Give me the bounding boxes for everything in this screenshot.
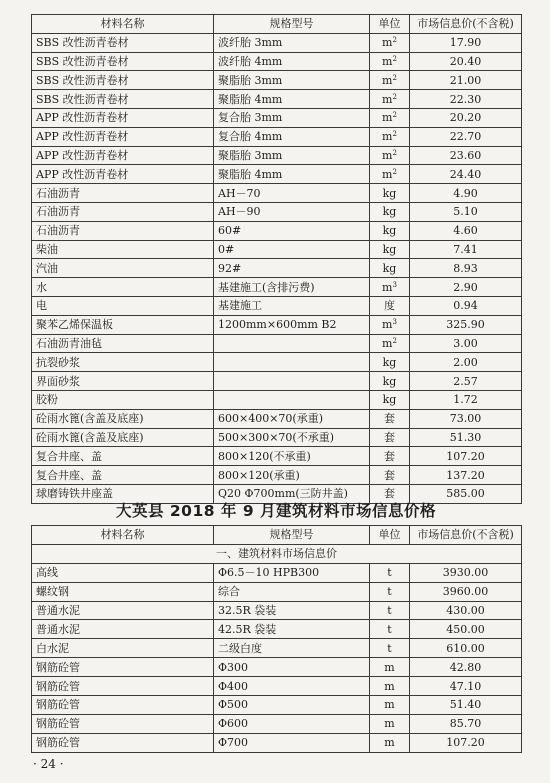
cell-unit <box>370 601 410 620</box>
cell-material-name: 钢筋砼管 <box>32 696 214 715</box>
unit-symbol: 套 <box>384 412 395 426</box>
cell-material-name: 石油沥青 <box>32 221 214 240</box>
cell-market-price: 51.30 <box>410 428 522 447</box>
table-row <box>32 447 522 466</box>
cell-market-price: 22.30 <box>410 90 522 109</box>
table-row <box>32 714 522 733</box>
cell-spec-model: 波纤胎 4mm <box>214 52 370 71</box>
table-row <box>32 315 522 334</box>
cell-spec-model: 800×120(承重) <box>214 466 370 485</box>
cell-unit <box>370 390 410 409</box>
unit-symbol: t <box>387 604 392 617</box>
cell-material-name: 抗裂砂浆 <box>32 353 214 372</box>
header-material-name: 材料名称 <box>32 15 214 34</box>
cell-material-name: APP 改性沥青卷材 <box>32 146 214 165</box>
cell-unit <box>370 447 410 466</box>
price-table-september-body <box>32 526 522 753</box>
table-row <box>32 259 522 278</box>
price-table-continued <box>31 14 522 504</box>
cell-spec-model: 基建施工(含排污费) <box>214 278 370 297</box>
cell-market-price: 325.90 <box>410 315 522 334</box>
cell-material-name: 聚苯乙烯保温板 <box>32 315 214 334</box>
table-row <box>32 733 522 752</box>
cell-market-price: 0.94 <box>410 296 522 315</box>
cell-market-price: 585.00 <box>410 484 522 503</box>
cell-spec-model: 600×400×70(承重) <box>214 409 370 428</box>
cell-material-name: 复合井座、盖 <box>32 447 214 466</box>
cell-unit <box>370 677 410 696</box>
cell-market-price: 21.00 <box>410 71 522 90</box>
cell-material-name: 汽油 <box>32 259 214 278</box>
cell-material-name: 钢筋砼管 <box>32 658 214 677</box>
cell-material-name: 界面砂浆 <box>32 372 214 391</box>
unit-symbol: m <box>382 130 393 144</box>
cell-spec-model: Q20 Φ700mm(三防井盖) <box>214 484 370 503</box>
cell-material-name: APP 改性沥青卷材 <box>32 165 214 184</box>
table-row <box>32 71 522 90</box>
cell-unit <box>370 240 410 259</box>
header-spec-model: 规格型号 <box>214 526 370 545</box>
table-row <box>32 390 522 409</box>
cell-spec-model: 42.5R 袋装 <box>214 620 370 639</box>
unit-symbol: t <box>387 585 392 599</box>
cell-spec-model: 复合胎 3mm <box>214 108 370 127</box>
cell-unit <box>370 696 410 715</box>
unit-symbol: m <box>384 660 395 674</box>
unit-symbol: kg <box>382 393 397 407</box>
price-table-continued-body <box>32 15 522 504</box>
cell-spec-model: 0# <box>214 240 370 259</box>
cell-spec-model: 92# <box>214 259 370 278</box>
cell-unit <box>370 165 410 184</box>
section-row <box>32 544 522 563</box>
table-header-row <box>32 526 522 545</box>
table-row <box>32 127 522 146</box>
cell-spec-model: 500×300×70(不承重) <box>214 428 370 447</box>
cell-material-name: 普通水泥 <box>32 620 214 639</box>
unit-symbol: 套 <box>384 487 395 501</box>
cell-market-price: 107.20 <box>410 733 522 752</box>
unit-symbol: kg <box>382 261 397 275</box>
cell-spec-model <box>214 390 370 409</box>
table-row <box>32 90 522 109</box>
cell-unit <box>370 296 410 315</box>
cell-market-price: 51.40 <box>410 696 522 715</box>
cell-spec-model: Φ500 <box>214 696 370 715</box>
table-row <box>32 620 522 639</box>
table-row <box>32 409 522 428</box>
cell-material-name: APP 改性沥青卷材 <box>32 127 214 146</box>
unit-symbol: m <box>382 73 393 87</box>
cell-market-price: 1.72 <box>410 390 522 409</box>
cell-material-name: 柴油 <box>32 240 214 259</box>
cell-spec-model: Φ300 <box>214 658 370 677</box>
header-market-price: 市场信息价(不含税) <box>410 15 522 34</box>
cell-market-price: 3930.00 <box>410 563 522 582</box>
cell-spec-model: 1200mm×600mm B2 <box>214 315 370 334</box>
cell-market-price: 20.40 <box>410 52 522 71</box>
unit-exponent: 2 <box>392 54 397 63</box>
unit-symbol: 度 <box>384 299 395 313</box>
cell-unit <box>370 372 410 391</box>
cell-unit <box>370 582 410 601</box>
cell-spec-model: 二级白度 <box>214 639 370 658</box>
cell-spec-model <box>214 334 370 353</box>
header-unit: 单位 <box>370 526 410 545</box>
cell-unit <box>370 221 410 240</box>
table-row <box>32 696 522 715</box>
unit-exponent: 2 <box>392 130 397 139</box>
table-row <box>32 221 522 240</box>
cell-unit <box>370 733 410 752</box>
cell-unit <box>370 428 410 447</box>
cell-spec-model: Φ600 <box>214 714 370 733</box>
unit-symbol: 套 <box>384 449 395 463</box>
cell-material-name: SBS 改性沥青卷材 <box>32 52 214 71</box>
table-row <box>32 202 522 221</box>
cell-market-price: 430.00 <box>410 601 522 620</box>
cell-market-price: 22.70 <box>410 127 522 146</box>
cell-unit <box>370 52 410 71</box>
cell-spec-model: 聚脂胎 3mm <box>214 146 370 165</box>
price-table-september <box>31 525 522 753</box>
cell-material-name: 石油沥青 <box>32 184 214 203</box>
cell-unit <box>370 127 410 146</box>
cell-material-name: 电 <box>32 296 214 315</box>
cell-unit <box>370 202 410 221</box>
cell-material-name: SBS 改性沥青卷材 <box>32 90 214 109</box>
cell-spec-model: 综合 <box>214 582 370 601</box>
unit-symbol: m <box>382 111 393 125</box>
cell-material-name: 高线 <box>32 563 214 582</box>
cell-market-price: 2.90 <box>410 278 522 297</box>
table-row <box>32 677 522 696</box>
cell-spec-model: 800×120(不承重) <box>214 447 370 466</box>
cell-spec-model: 聚脂胎 4mm <box>214 165 370 184</box>
cell-unit <box>370 259 410 278</box>
cell-market-price: 23.60 <box>410 146 522 165</box>
table-row <box>32 278 522 297</box>
cell-material-name: 钢筋砼管 <box>32 677 214 696</box>
cell-spec-model: Φ700 <box>214 733 370 752</box>
table-header-row <box>32 15 522 34</box>
unit-symbol: m <box>382 54 393 68</box>
cell-unit <box>370 90 410 109</box>
table-row <box>32 563 522 582</box>
cell-spec-model: 复合胎 4mm <box>214 127 370 146</box>
cell-unit <box>370 33 410 52</box>
unit-symbol: m <box>382 148 393 162</box>
unit-symbol: m <box>382 36 393 50</box>
cell-unit <box>370 714 410 733</box>
cell-material-name: 钢筋砼管 <box>32 714 214 733</box>
cell-spec-model: 波纤胎 3mm <box>214 33 370 52</box>
unit-exponent: 3 <box>392 318 397 327</box>
cell-material-name: 螺纹钢 <box>32 582 214 601</box>
cell-market-price: 17.90 <box>410 33 522 52</box>
unit-symbol: m <box>382 336 393 350</box>
unit-exponent: 2 <box>392 92 397 101</box>
cell-material-name: 普通水泥 <box>32 601 214 620</box>
cell-spec-model: Φ6.5－10 HPB300 <box>214 563 370 582</box>
cell-material-name: SBS 改性沥青卷材 <box>32 33 214 52</box>
section-heading: 一、建筑材料市场信息价 <box>32 544 522 563</box>
unit-exponent: 2 <box>392 148 397 157</box>
unit-exponent: 2 <box>392 111 397 120</box>
table-row <box>32 33 522 52</box>
cell-unit <box>370 466 410 485</box>
table-row <box>32 353 522 372</box>
cell-spec-model: 聚脂胎 3mm <box>214 71 370 90</box>
unit-symbol: m <box>382 92 393 106</box>
unit-symbol: 套 <box>384 468 395 482</box>
cell-material-name: 水 <box>32 278 214 297</box>
table-row <box>32 658 522 677</box>
unit-exponent: 2 <box>392 73 397 82</box>
cell-unit <box>370 278 410 297</box>
cell-spec-model: 32.5R 袋装 <box>214 601 370 620</box>
cell-market-price: 7.41 <box>410 240 522 259</box>
page-number: · 24 · <box>33 757 64 771</box>
cell-market-price: 137.20 <box>410 466 522 485</box>
cell-material-name: SBS 改性沥青卷材 <box>32 71 214 90</box>
cell-material-name: 复合井座、盖 <box>32 466 214 485</box>
unit-symbol: m <box>382 280 393 294</box>
cell-spec-model: AH－70 <box>214 184 370 203</box>
table-row <box>32 52 522 71</box>
table-row <box>32 296 522 315</box>
unit-symbol: m <box>384 736 395 750</box>
page-title: 大英县 2018 年 9 月建筑材料市场信息价格 <box>115 502 436 520</box>
unit-exponent: 2 <box>392 36 397 45</box>
cell-material-name: APP 改性沥青卷材 <box>32 108 214 127</box>
cell-market-price: 610.00 <box>410 639 522 658</box>
unit-exponent: 2 <box>392 167 397 176</box>
unit-symbol: kg <box>382 186 397 200</box>
cell-market-price: 24.40 <box>410 165 522 184</box>
unit-symbol: m <box>384 679 395 693</box>
table-row <box>32 184 522 203</box>
cell-market-price: 8.93 <box>410 259 522 278</box>
unit-exponent: 3 <box>392 280 397 289</box>
cell-market-price: 5.10 <box>410 202 522 221</box>
unit-symbol: m <box>384 698 395 712</box>
cell-material-name: 胶粉 <box>32 390 214 409</box>
cell-unit <box>370 639 410 658</box>
unit-symbol: m <box>382 167 393 181</box>
cell-market-price: 450.00 <box>410 620 522 639</box>
cell-market-price: 2.57 <box>410 372 522 391</box>
header-material-name: 材料名称 <box>32 526 214 545</box>
cell-material-name: 球磨铸铁井座盖 <box>32 484 214 503</box>
cell-spec-model <box>214 353 370 372</box>
table-row <box>32 582 522 601</box>
cell-market-price: 73.00 <box>410 409 522 428</box>
table-row <box>32 466 522 485</box>
unit-symbol: t <box>387 641 392 655</box>
cell-spec-model: AH－90 <box>214 202 370 221</box>
unit-symbol: m <box>382 318 393 332</box>
cell-spec-model: 60# <box>214 221 370 240</box>
cell-unit <box>370 108 410 127</box>
cell-unit <box>370 620 410 639</box>
cell-market-price: 107.20 <box>410 447 522 466</box>
unit-symbol: t <box>387 622 392 636</box>
cell-market-price: 2.00 <box>410 353 522 372</box>
cell-material-name: 石油沥青 <box>32 202 214 221</box>
unit-exponent: 2 <box>392 336 397 345</box>
cell-unit <box>370 658 410 677</box>
table-row <box>32 146 522 165</box>
cell-unit <box>370 563 410 582</box>
table-row <box>32 639 522 658</box>
unit-symbol: kg <box>382 374 397 388</box>
header-spec-model: 规格型号 <box>214 15 370 34</box>
header-market-price: 市场信息价(不含税) <box>410 526 522 545</box>
table-row <box>32 165 522 184</box>
unit-symbol: t <box>387 566 392 580</box>
cell-material-name: 钢筋砼管 <box>32 733 214 752</box>
unit-symbol: 套 <box>384 430 395 444</box>
cell-unit <box>370 146 410 165</box>
cell-spec-model: 基建施工 <box>214 296 370 315</box>
cell-unit <box>370 334 410 353</box>
cell-material-name: 白水泥 <box>32 639 214 658</box>
table-row <box>32 108 522 127</box>
table-row <box>32 334 522 353</box>
unit-symbol: m <box>384 717 395 731</box>
cell-market-price: 42.80 <box>410 658 522 677</box>
cell-market-price: 3960.00 <box>410 582 522 601</box>
cell-market-price: 47.10 <box>410 677 522 696</box>
cell-unit <box>370 71 410 90</box>
table-row <box>32 240 522 259</box>
unit-symbol: kg <box>382 242 397 256</box>
unit-symbol: kg <box>382 224 397 238</box>
unit-symbol: kg <box>382 205 397 219</box>
table-row <box>32 601 522 620</box>
cell-spec-model: 聚脂胎 4mm <box>214 90 370 109</box>
cell-material-name: 砼雨水篦(含盖及底座) <box>32 428 214 447</box>
cell-market-price: 3.00 <box>410 334 522 353</box>
cell-market-price: 20.20 <box>410 108 522 127</box>
cell-market-price: 85.70 <box>410 714 522 733</box>
table-row <box>32 428 522 447</box>
cell-spec-model <box>214 372 370 391</box>
cell-market-price: 4.90 <box>410 184 522 203</box>
cell-spec-model: Φ400 <box>214 677 370 696</box>
cell-unit <box>370 409 410 428</box>
cell-unit <box>370 315 410 334</box>
unit-symbol: kg <box>382 355 397 369</box>
cell-market-price: 4.60 <box>410 221 522 240</box>
cell-material-name: 砼雨水篦(含盖及底座) <box>32 409 214 428</box>
header-unit: 单位 <box>370 15 410 34</box>
cell-material-name: 石油沥青油毡 <box>32 334 214 353</box>
cell-unit <box>370 353 410 372</box>
cell-unit <box>370 184 410 203</box>
table-row <box>32 372 522 391</box>
